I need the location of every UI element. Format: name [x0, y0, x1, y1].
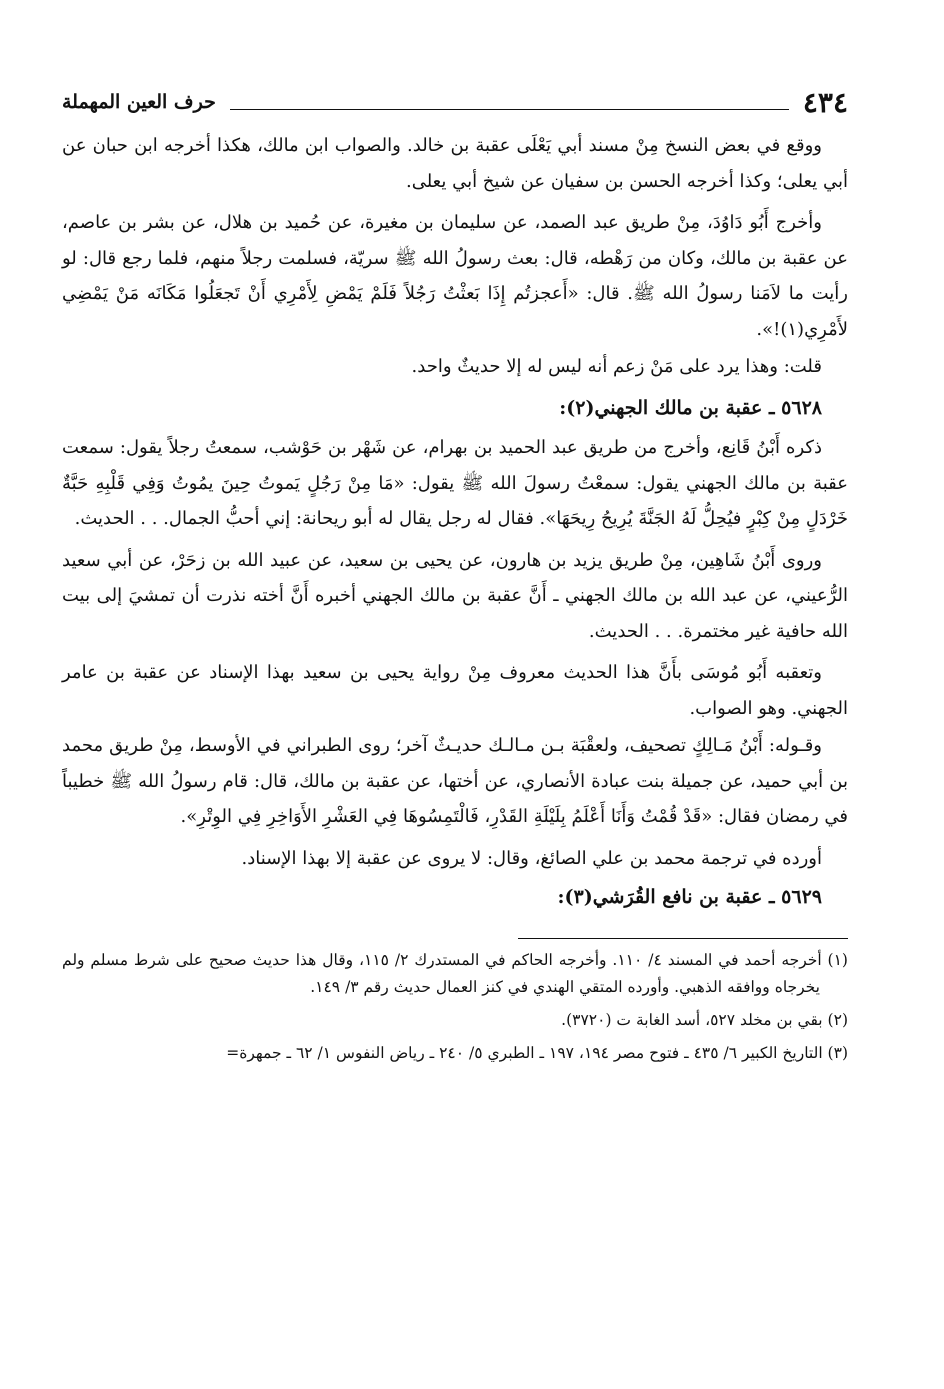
paragraph: وقـوله: أَبْنُ مَـالِكٍ تصحيف، ولعقْبَة بـن مـالـك حديـثٌ آخر؛ روى الطبراني في الأوسط، مِنْ طريق محمد بن أبي حميد، عن جميلة بنت عبادة الأنصاري، عن أختها، عن عقبة بن مالك، قال: قام رسولُ الله ﷺ خطيباً في رمضان فقال: «قَدْ قُمْتُ وَأَنَا أَعْلَمُ بِلَيْلَةِ القَدْرِ، فَالْتَمِسُوهَا فِي العَشْرِ الأَوَاخِرِ فِي الوِتْرِ».	[62, 735, 848, 827]
paragraph: أورده في ترجمة محمد بن علي الصائغ، وقال: لا يروى عن عقبة إلا بهذا الإسناد.	[241, 847, 822, 869]
paragraph: وأخرج أَبُو دَاوُدَ، مِنْ طريق عبد الصمد، عن سليمان بن مغيرة، عن حُميد بن هلال، عن بشر بن عاصم، عن عقبة بن مالك، وكان من رَهْطه، قال: بعث رسولُ الله ﷺ سريّة، فسلمت رجلاً منهم، فلما رجع قال: لو رأيت ما لاَمَنا رسولُ الله ﷺ. قال: «أَعجزتُم إِذَا بَعثْتُ رَجُلاً فَلَمْ يَمْضِ لِأَمْرِي أَنْ تَجعَلُوا مَكَانَه مَنْ يَمْضِي لأَمْرِي(١)!».	[62, 212, 848, 340]
paragraph: وتعقبه أَبُو مُوسَى بأَنَّ هذا الحديث معروف مِنْ رواية يحيى بن سعيد بهذا الإسناد عن عقبة بن عامر الجهني. وهو الصواب.	[62, 662, 848, 719]
header-rule	[230, 109, 789, 110]
running-title: حرف العين المهملة	[62, 91, 216, 113]
footnote: (٣) التاريخ الكبير ٦/ ٤٣٥ ـ فتوح مصر ١٩٤، ١٩٧ ـ الطبري ٥/ ٢٤٠ ـ رياض النفوس ١/ ٦٢ ـ جمهرة=	[226, 1043, 848, 1062]
paragraph: وروى أَبْنُ شَاهِين، مِنْ طريق يزيد بن هارون، عن يحيى بن سعيد، عن عبيد الله بن زحَرْ، عن أبي سعيد الرُّعيني، عن عبد الله بن مالك الجهني ـ أَنَّ عقبة بن مالك الجهني أخبره أَنَّ أخته نذرت أن تمشيَ إلى بيت الله حافية غير مختمرة. . . الحديث.	[62, 549, 848, 642]
entry-heading: ٥٦٢٩ ـ عقبة بن نافع القُرَشي(٣):	[557, 886, 822, 908]
entry-heading: ٥٦٢٨ ـ عقبة بن مالك الجهني(٢):	[559, 396, 822, 419]
footnote: (١) أخرجه أحمد في المسند ٤/ ١١٠. وأخرجه الحاكم في المستدرك ٢/ ١١٥، وقال هذا حديث صحيح على شرط مسلم ولم يخرجاه ووافقه الذهبي. وأورده المتقي الهندي في كنز العمال حديث رقم ٣/ ١٤٩.	[62, 950, 848, 996]
paragraph: ذكره أَبْنُ قَانِع، وأخرج من طريق عبد الحميد بن بهرام، عن شَهْر بن حَوْشب، سمعتُ رجلاً يقول: سمعت عقبة بن مالك الجهني يقول: سمعْتُ رسولَ الله ﷺ يقول: «مَا مِنْ رَجُلٍ يَموتُ حِينَ يمُوتُ وَفِي قَلْبِهِ حَبَّةٌ خَرْدَلٍ مِنْ كِبْرٍ فيُحِلُّ لَهُ الجَنَّةَ يُرِيحُ رِيحَهَا». فقال له رجل يقال له أبو ريحانة: إني أحبُّ الجمال. . . الحديث.	[62, 437, 848, 529]
document-page	[62, 80, 848, 1360]
paragraph: ووقع في بعض النسخ مِنْ مسند أبي يَعْلَى عقبة بن خالد. والصواب ابن مالك، هكذا أخرجه ابن حبان عن أبي يعلى؛ وكذا أخرجه الحسن بن سفيان عن شيخ أبي يعلى.	[62, 135, 848, 192]
footnote-rule	[518, 938, 848, 939]
footnote: (٢) بقي بن مخلد ٥٢٧، أسد الغابة ت (٣٧٢٠).	[561, 1010, 848, 1029]
main-text	[62, 128, 848, 916]
paragraph: قلت: وهذا يرد على مَنْ زعم أنه ليس له إلا حديثٌ واحد.	[411, 356, 822, 377]
page-header	[62, 80, 848, 124]
footnotes	[62, 947, 848, 1067]
page-number: ٤٣٤	[802, 85, 848, 119]
